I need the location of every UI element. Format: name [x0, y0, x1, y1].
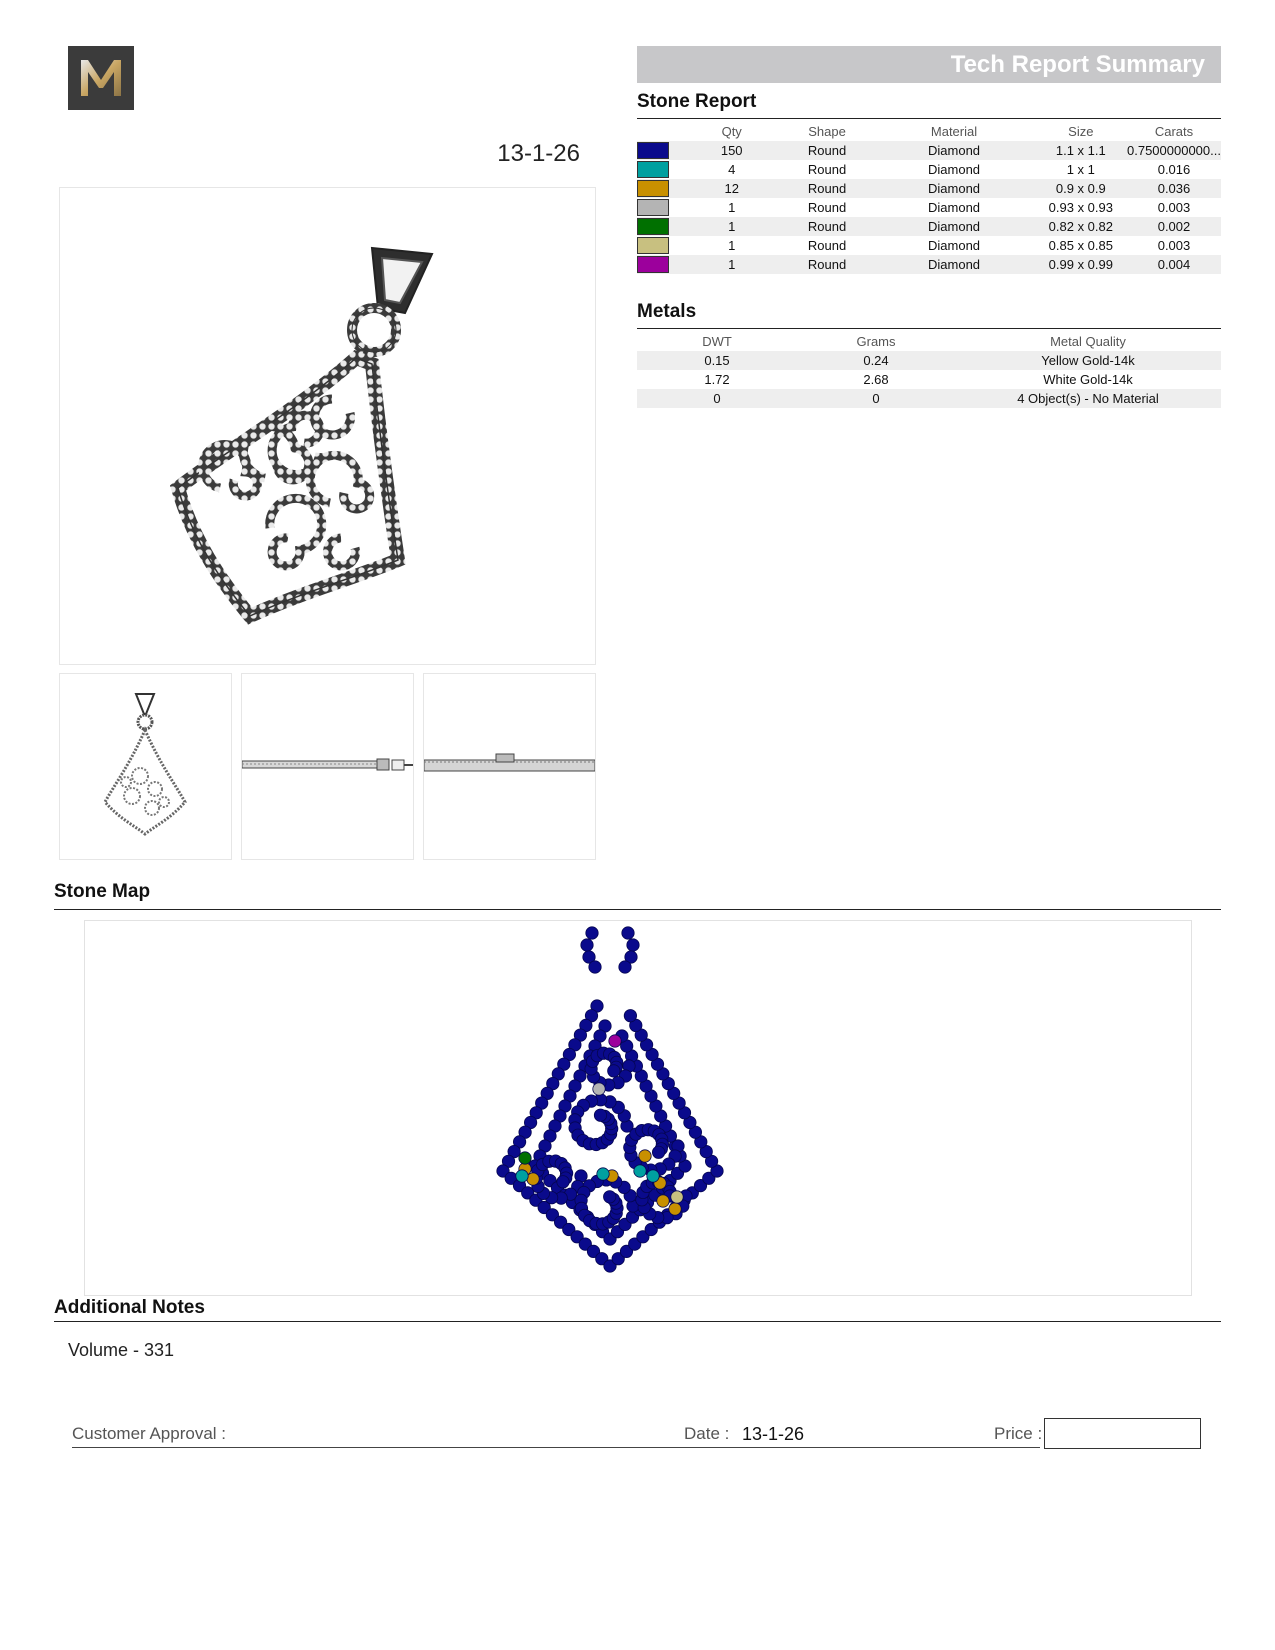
stone-dot [652, 1146, 664, 1158]
customer-approval-label: Customer Approval : [72, 1424, 227, 1443]
cell-shape: Round [807, 162, 847, 177]
cell-material: Diamond [873, 255, 1034, 274]
table-row [637, 236, 1221, 255]
table-header [637, 332, 1221, 351]
column-header: Material [930, 124, 978, 139]
column-header: Qty [721, 124, 742, 139]
table-row [637, 255, 1221, 274]
company-logo [68, 46, 134, 110]
cell-size: 0.9 x 0.9 [1035, 179, 1127, 198]
pendant-side-view [241, 673, 414, 860]
stone-dot [619, 961, 631, 973]
cell-carats: 0.036 [1127, 179, 1221, 198]
cell-shape: Round [781, 141, 874, 160]
price-input-box[interactable] [1044, 1418, 1201, 1449]
stone-dot [604, 1191, 616, 1203]
cell-material: Diamond [873, 217, 1034, 236]
stone-color-swatch [637, 218, 669, 235]
stone-color-swatch [637, 180, 669, 197]
stone-dot [594, 1109, 606, 1121]
stone-map-diagram [84, 920, 1192, 1296]
report-banner [637, 46, 1221, 83]
cell-shape: Round [781, 255, 874, 274]
stone-dot [609, 1035, 621, 1047]
stone-dot [586, 927, 598, 939]
column-header: Shape [808, 124, 846, 139]
column-header: Metal Quality [1050, 334, 1126, 349]
cell-quality: 4 Object(s) - No Material [955, 389, 1221, 408]
stone-dot [647, 1170, 659, 1182]
cell-qty: 150 [683, 141, 781, 160]
cell-material: Diamond [873, 141, 1034, 160]
stone-color-swatch [637, 161, 669, 178]
divider [637, 118, 1221, 119]
metals-title: Metals [637, 301, 697, 322]
cell-qty: 1 [728, 238, 736, 253]
stone-dot [516, 1170, 528, 1182]
date-label: Date : [684, 1424, 730, 1443]
stone-dot [657, 1195, 669, 1207]
cell-carats: 0.003 [1157, 238, 1191, 253]
stone-dot [597, 1168, 609, 1180]
cell-shape: Round [781, 217, 874, 236]
table-row [637, 160, 1221, 179]
stone-dot [639, 1150, 651, 1162]
cell-shape: Round [807, 238, 847, 253]
cell-carats: 0.7500000000... [1127, 143, 1221, 158]
volume-note: Volume - 331 [68, 1340, 175, 1360]
cell-material: Diamond [928, 162, 981, 177]
table-row [637, 141, 1221, 160]
column-header: DWT [702, 334, 732, 349]
stone-dot [557, 1176, 569, 1188]
stone-map-title: Stone Map [54, 881, 151, 902]
pendant-top-view [423, 673, 596, 860]
cell-dwt: 0 [637, 389, 797, 408]
cell-carats: 0.016 [1157, 162, 1191, 177]
cell-size: 0.82 x 0.82 [1035, 217, 1127, 236]
signature-line [72, 1447, 1040, 1448]
table-row [637, 389, 1221, 408]
cell-size: 0.85 x 0.85 [1048, 238, 1113, 253]
cell-carats: 0.003 [1157, 200, 1191, 215]
stone-dot [589, 961, 601, 973]
stone-color-swatch [637, 199, 669, 216]
cell-grams: 0 [797, 389, 955, 408]
cell-quality: Yellow Gold-14k [955, 351, 1221, 370]
divider [54, 909, 1221, 910]
cell-dwt: 0.15 [637, 351, 797, 370]
stone-dot [624, 1010, 636, 1022]
table-row [637, 217, 1221, 236]
cell-qty: 12 [683, 179, 781, 198]
design-reference: 13-1-26 [497, 140, 580, 167]
cell-grams: 2.68 [863, 372, 889, 387]
additional-notes-title: Additional Notes [54, 1297, 205, 1318]
cell-dwt: 1.72 [704, 372, 730, 387]
cell-carats: 0.004 [1127, 255, 1221, 274]
pendant-perspective-view [59, 187, 596, 665]
cell-material: Diamond [928, 238, 981, 253]
table-row [637, 198, 1221, 217]
divider [54, 1321, 1221, 1322]
cell-shape: Round [807, 200, 847, 215]
column-header: Size [1068, 124, 1094, 139]
table-row [637, 351, 1221, 370]
cell-quality: White Gold-14k [1043, 372, 1133, 387]
stone-dot [634, 1165, 646, 1177]
pendant-front-view [59, 673, 232, 860]
cell-qty: 4 [728, 162, 736, 177]
approval-date-value: 13-1-26 [742, 1424, 805, 1444]
stone-report-title: Stone Report [637, 91, 757, 112]
table-row [637, 370, 1221, 389]
stone-dot [669, 1203, 681, 1215]
stone-dot [671, 1191, 683, 1203]
stone-dot [527, 1173, 539, 1185]
column-header: Carats [1154, 124, 1194, 139]
cell-size: 0.93 x 0.93 [1048, 200, 1113, 215]
table-header [637, 122, 1221, 141]
stone-report-table [637, 122, 1221, 274]
cell-size: 1 x 1 [1066, 162, 1095, 177]
stone-dot [622, 927, 634, 939]
stone-dot [519, 1152, 531, 1164]
cell-qty: 1 [683, 217, 781, 236]
cell-material: Diamond [873, 179, 1034, 198]
stone-color-swatch [637, 256, 669, 273]
cell-qty: 1 [728, 200, 736, 215]
cell-qty: 1 [683, 255, 781, 274]
column-header: Grams [856, 334, 896, 349]
cell-grams: 0.24 [797, 351, 955, 370]
cell-shape: Round [781, 179, 874, 198]
price-label: Price : [994, 1424, 1043, 1443]
stone-dot [627, 939, 639, 951]
cell-size: 0.99 x 0.99 [1035, 255, 1127, 274]
table-row [637, 179, 1221, 198]
stone-dot [608, 1065, 620, 1077]
cell-material: Diamond [928, 200, 981, 215]
stone-color-swatch [637, 237, 669, 254]
cell-size: 1.1 x 1.1 [1035, 141, 1127, 160]
stone-color-swatch [637, 142, 669, 159]
metals-table [637, 332, 1221, 408]
report-title: Tech Report Summary [950, 51, 1205, 78]
stone-dot [593, 1083, 605, 1095]
divider [637, 328, 1221, 329]
stone-dot [581, 939, 593, 951]
cell-carats: 0.002 [1127, 217, 1221, 236]
